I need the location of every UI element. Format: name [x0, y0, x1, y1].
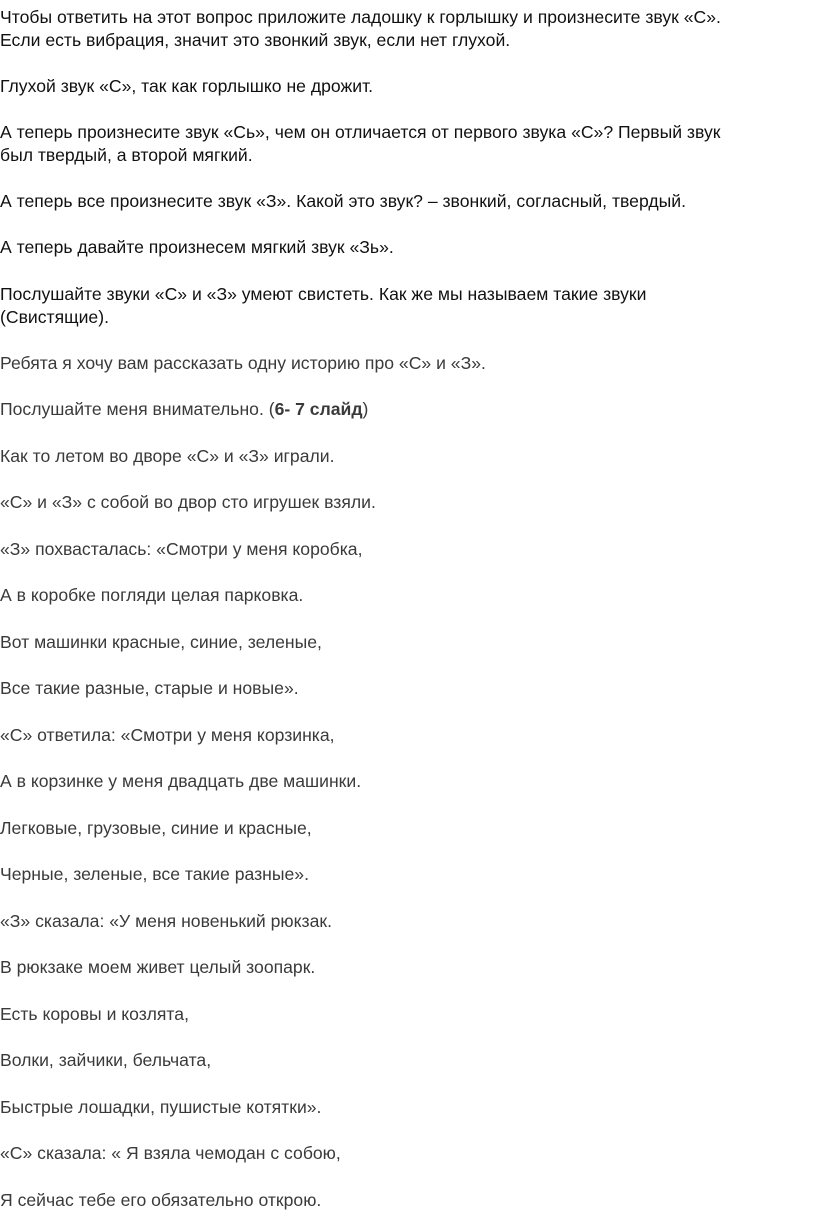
paragraph-vibration-check: Чтобы ответить на этот вопрос приложите ладошку к горлышку и произнесите звук «С». Если есть вибрация, значит это звонкий звук, если нет глухой. — [0, 7, 721, 50]
poem-line-1: Как то летом во дворе «С» и «З» играли. — [0, 446, 335, 466]
slide-ref-bold: 6- 7 слайд — [274, 399, 363, 419]
poem-line-8: А в корзинке у меня двадцать две машинки. — [0, 771, 362, 791]
poem-line-2: «С» и «З» с собой во двор сто игрушек взяли. — [0, 492, 376, 512]
paragraph-voiceless-s: Глухой звук «С», так как горлышко не дрожит. — [0, 76, 374, 96]
poem-line-16: «С» сказала: « Я взяла чемодан с собою, — [0, 1143, 341, 1163]
poem-line-4: А в коробке погляди целая парковка. — [0, 585, 304, 605]
slide-ref-before: Послушайте меня внимательно. ( — [0, 399, 275, 419]
paragraph-soft-z: А теперь давайте произнесем мягкий звук «Зь». — [0, 237, 394, 257]
slide-ref-after: ) — [362, 399, 369, 419]
paragraph-story-intro: Ребята я хочу вам рассказать одну историю про «С» и «З». — [0, 353, 486, 373]
paragraph-z-sound: А теперь все произнесите звук «З». Какой это звук? – звонкий, согласный, твердый. — [0, 191, 686, 211]
poem-line-5: Вот машинки красные, синие, зеленые, — [0, 632, 322, 652]
paragraph-whistling: Послушайте звуки «С» и «З» умеют свистеть. Как же мы называем такие звуки (Свистящие). — [0, 284, 647, 327]
poem-line-10: Черные, зеленые, все такие разные». — [0, 864, 309, 884]
poem-line-7: «С» ответила: «Смотри у меня корзинка, — [0, 725, 335, 745]
poem-line-17: Я сейчас тебе его обязательно открою. — [0, 1190, 322, 1210]
poem-line-9: Легковые, грузовые, синие и красные, — [0, 818, 312, 838]
poem-line-3: «З» похвасталась: «Смотри у меня коробка, — [0, 539, 363, 559]
poem-line-14: Волки, зайчики, бельчата, — [0, 1050, 212, 1070]
poem-line-11: «З» сказала: «У меня новенький рюкзак. — [0, 911, 332, 931]
paragraph-soft-s: А теперь произнесите звук «Сь», чем он отличается от первого звука «С»? Первый звук был твердый, а второй мягкий. — [0, 122, 721, 165]
poem-line-13: Есть коровы и козлята, — [0, 1004, 189, 1024]
paragraph-slide-ref — [0, 398, 812, 421]
poem-line-6: Все такие разные, старые и новые». — [0, 678, 299, 698]
poem-line-15: Быстрые лошадки, пушистые котятки». — [0, 1097, 322, 1117]
poem-line-12: В рюкзаке моем живет целый зоопарк. — [0, 957, 316, 977]
